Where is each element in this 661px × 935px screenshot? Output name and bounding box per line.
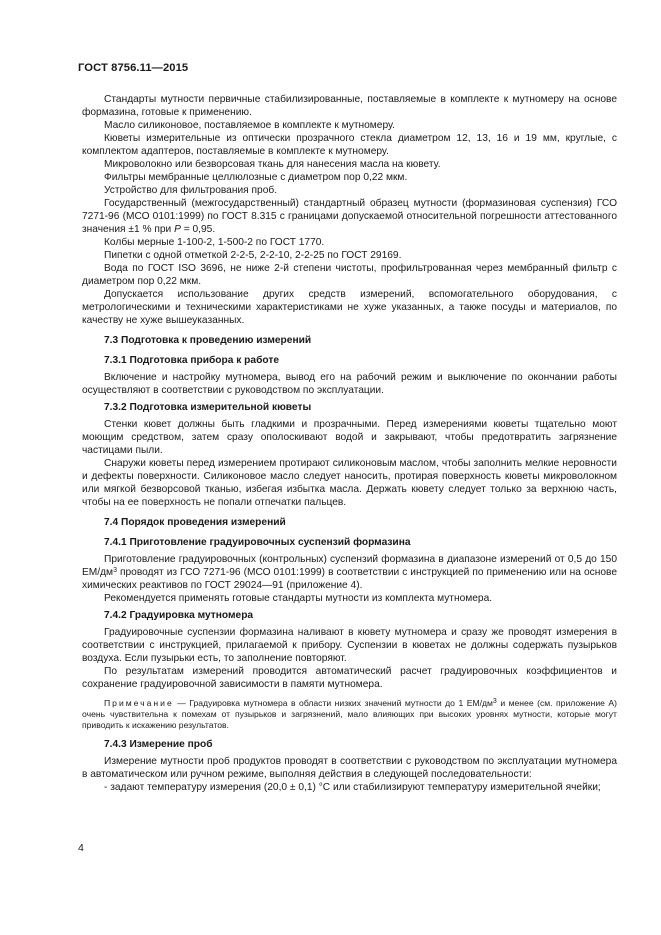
document-body	[82, 93, 617, 794]
paragraph: По результатам измерений проводится автоматический расчет градуировочных коэффициентов и сохранение градуировочной зависимости в памяти мутномера.	[82, 666, 617, 690]
note-text: и менее (см. приложение А) очень чувствительна к помехам от пузырьков и загрязнений, мало влияющих при высоких уровнях мутности, которые могут приводить к искажению результатов.	[82, 698, 617, 730]
section-heading-7-4-3: 7.4.3 Измерение проб	[104, 739, 213, 750]
paragraph-text: = 0,95.	[180, 224, 216, 235]
paragraph	[82, 553, 617, 592]
paragraph: Допускается использование других средств измерений, вспомогательного оборудования, с метрологическими и техническими характеристиками не хуже указанных, а также посуды и материалов, по качеству не хуже вышеуказанных.	[82, 289, 617, 326]
superscript: 3	[492, 698, 497, 705]
paragraph: Включение и настройку мутномера, вывод его на рабочий режим и выключение по окончании работы осуществляют в соответствии с руководством по эксплуатации.	[82, 372, 617, 396]
page-number: 4	[78, 842, 84, 854]
section-heading-7-4-2: 7.4.2 Градуировка мутномера	[104, 610, 254, 621]
section-heading-7-4: 7.4 Порядок проведения измерений	[104, 517, 286, 528]
paragraph: Рекомендуется применять готовые стандарты мутности из комплекта мутномера.	[104, 593, 493, 604]
paragraph: Масло силиконовое, поставляемое в комплекте к мутномеру.	[104, 120, 395, 131]
paragraph-text: Государственный (межгосударственный) стандартный образец мутности (формазиновая суспензия) ГСО 7271-96 (МСО 0101:1999) по ГОСТ 8.315 с границами допускаемой относительной погрешности аттестованного значения ±1 % при	[82, 198, 617, 235]
paragraph: Стандарты мутности первичные стабилизированные, поставляемые в комплекте к мутномеру на основе формазина, готовые к применению.	[82, 94, 617, 118]
paragraph: Измерение мутности проб продуктов проводят в соответствии с руководством по эксплуатации мутномера в автоматическом или ручном режиме, выполняя действия в следующей последовательности:	[82, 756, 617, 780]
paragraph: Устройство для фильтрования проб.	[104, 185, 278, 196]
paragraph-text: проводят из ГСО 7271-96 (МСО 0101:1999) в соответствии с инструкцией по применению или на основе химических реактивов по ГОСТ 29024—91 (приложение 4).	[82, 567, 617, 591]
note-text: — Градуировка мутномера в области низких значений мутности до 1 ЕМ/дм	[173, 698, 493, 708]
section-heading-7-3-1: 7.3.1 Подготовка прибора к работе	[104, 355, 279, 366]
note-label: Примечание	[104, 698, 174, 708]
paragraph-text: Приготовление градуировочных (контрольных) суспензий формазина в диапазоне измерений от 0,5 до 150 ЕМ/дм	[82, 554, 617, 578]
paragraph: Градуировочные суспензии формазина наливают в кювету мутномера и сразу же проводят измерения в соответствии с инструкцией, прилагаемой к прибору. Суспензии в кюветах не должны содержать пузырьков воздуха. Если пузырьки есть, то заполнение повторяют.	[82, 627, 617, 664]
paragraph: Кюветы измерительные из оптически прозрачного стекла диаметром 12, 13, 16 и 19 мм, круглые, с комплектом адаптеров, поставляемые в комплекте к мутномеру.	[82, 133, 617, 157]
document-header: ГОСТ 8756.11—2015	[78, 62, 189, 74]
section-heading-7-4-1: 7.4.1 Приготовление градуировочных суспензий формазина	[104, 537, 411, 548]
paragraph	[82, 197, 617, 236]
paragraph: Вода по ГОСТ ISO 3696, не ниже 2-й степени чистоты, профильтрованная через мембранный фильтр с диаметром пор 0,22 мкм.	[82, 263, 617, 287]
variable-p: P	[174, 224, 181, 235]
note	[82, 698, 617, 731]
paragraph: Снаружи кюветы перед измерением протирают силиконовым маслом, чтобы заполнить мелкие неровности и дефекты поверхности. Силиконовое масло следует наносить, протирая поверхность кюветы микроволокном или мягкой безворсовой тканью, избегая избытка масла. Держать кювету следует только за верхнюю часть, чтобы на ее поверхность не попали отпечатки пальцев.	[82, 458, 617, 508]
paragraph: - задают температуру измерения (20,0 ± 0,1) °С или стабилизируют температуру измерительной ячейки;	[104, 782, 601, 793]
paragraph: Фильтры мембранные целлюлозные с диаметром пор 0,22 мкм.	[104, 172, 408, 183]
superscript: 3	[113, 567, 117, 574]
section-heading-7-3: 7.3 Подготовка к проведению измерений	[104, 335, 312, 346]
paragraph: Пипетки с одной отметкой 2-2-5, 2-2-10, 2-2-25 по ГОСТ 29169.	[104, 250, 402, 261]
paragraph: Микроволокно или безворсовая ткань для нанесения масла на кювету.	[104, 159, 441, 170]
paragraph: Колбы мерные 1-100-2, 1-500-2 по ГОСТ 1770.	[104, 237, 325, 248]
paragraph: Стенки кювет должны быть гладкими и прозрачными. Перед измерениями кюветы тщательно моют моющим средством, затем сразу ополоскивают водой и закрывают, чтобы предотвратить загрязнение частицами пыли.	[82, 419, 617, 456]
section-heading-7-3-2: 7.3.2 Подготовка измерительной кюветы	[104, 402, 312, 413]
